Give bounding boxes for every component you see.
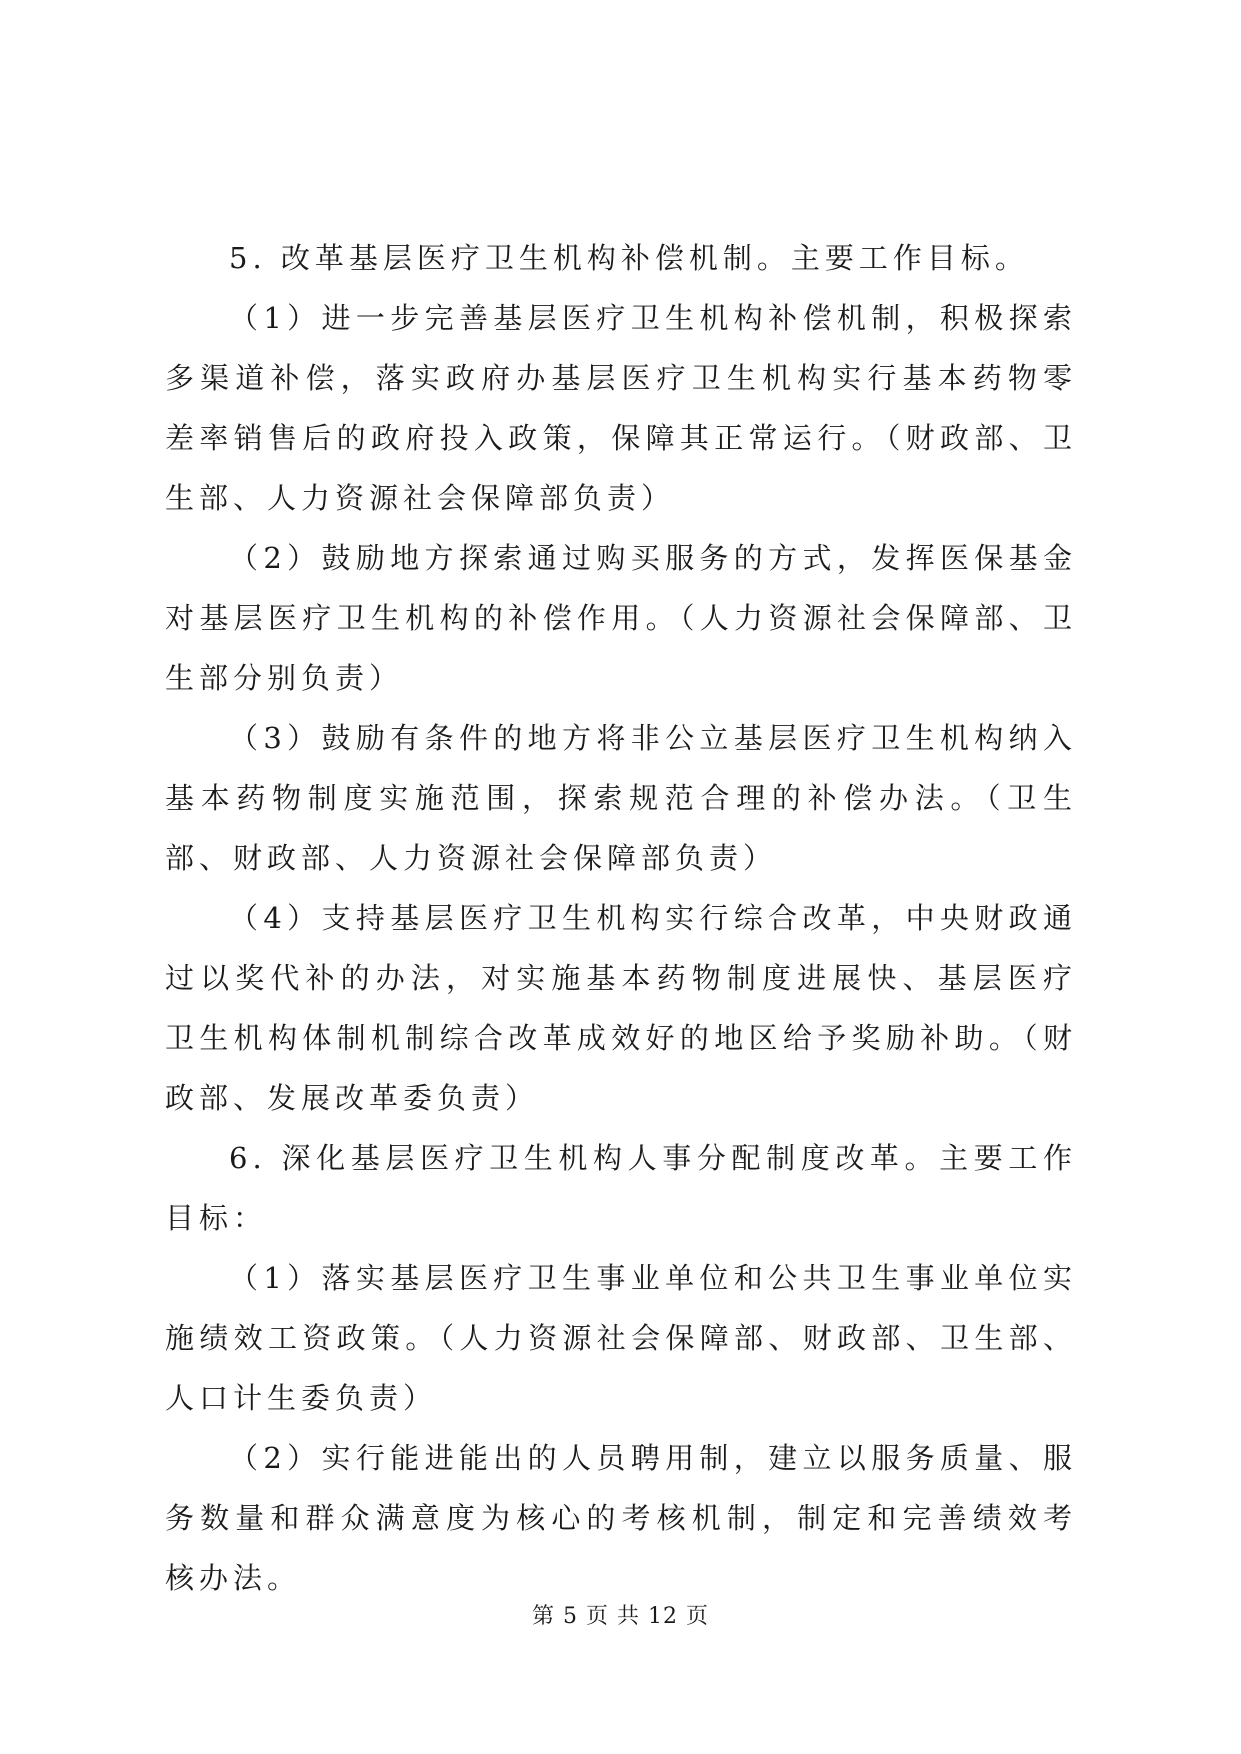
page-number-footer: 第 5 页 共 12 页 (532, 1604, 709, 1629)
paragraph-item-5-4: （4）支持基层医疗卫生机构实行综合改革，中央财政通过以奖代补的办法，对实施基本药物制度进展快、基层医疗卫生机构体制机制综合改革成效好的地区给予奖励补助。（财政部、发展改革委负责） (165, 901, 1077, 1115)
paragraph-item-5-2: （2）鼓励地方探索通过购买服务的方式，发挥医保基金对基层医疗卫生机构的补偿作用。（人力资源社会保障部、卫生部分别负责） (165, 541, 1077, 695)
paragraph-item-5-3: （3）鼓励有条件的地方将非公立基层医疗卫生机构纳入基本药物制度实施范围，探索规范合理的补偿办法。（卫生部、财政部、人力资源社会保障部负责） (165, 721, 1077, 875)
paragraph-section-5-heading: 5. 改革基层医疗卫生机构补偿机制。主要工作目标。 (229, 241, 1029, 275)
paragraph-item-6-1: （1）落实基层医疗卫生事业单位和公共卫生事业单位实施绩效工资政策。（人力资源社会保障部、财政部、卫生部、人口计生委负责） (165, 1261, 1077, 1415)
paragraph-section-6-heading: 6. 深化基层医疗卫生机构人事分配制度改革。主要工作目标： (165, 1141, 1077, 1235)
paragraph-item-5-1: （1）进一步完善基层医疗卫生机构补偿机制，积极探索多渠道补偿，落实政府办基层医疗卫生机构实行基本药物零差率销售后的政府投入政策，保障其正常运行。（财政部、卫生部、人力资源社会保障部负责） (165, 301, 1077, 515)
paragraph-item-6-2: （2）实行能进能出的人员聘用制，建立以服务质量、服务数量和群众满意度为核心的考核机制，制定和完善绩效考核办法。 (165, 1441, 1077, 1595)
document-body (165, 228, 1077, 1608)
